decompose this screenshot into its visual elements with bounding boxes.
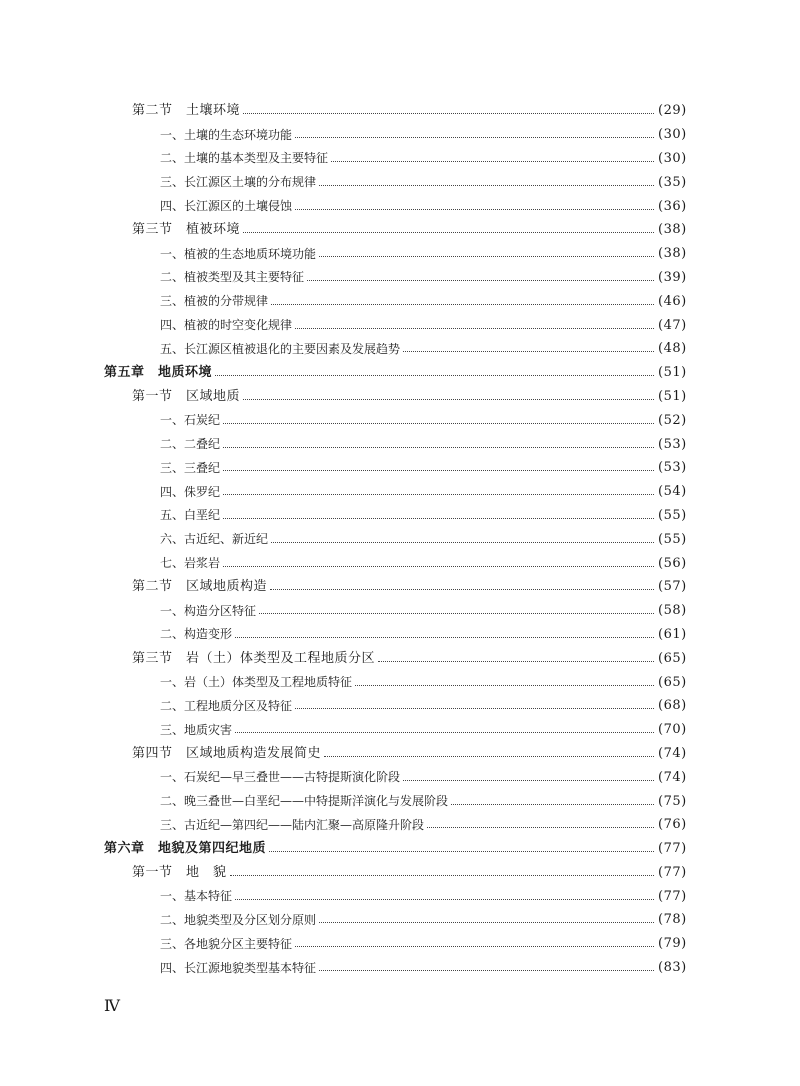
toc-entry-page-number: (48)	[658, 341, 687, 357]
dot-leader	[295, 208, 654, 210]
dot-leader	[451, 803, 654, 805]
toc-entry-page-number: (38)	[658, 246, 687, 262]
dot-leader	[319, 969, 654, 971]
toc-entry-sub[interactable]	[0, 313, 800, 337]
dot-leader	[295, 707, 654, 709]
toc-entry-sub[interactable]	[0, 670, 800, 694]
dot-leader	[295, 327, 654, 329]
dot-leader	[324, 755, 654, 757]
dot-leader	[223, 565, 654, 567]
toc-entry-title: 三、长江源区土壤的分布规律	[160, 175, 317, 190]
toc-entry-title: 第二节 区域地质构造	[132, 579, 268, 595]
toc-entry-page-number: (77)	[658, 888, 687, 904]
toc-entry-page-number: (77)	[658, 864, 687, 880]
toc-entry-page-number: (51)	[658, 365, 687, 381]
toc-entry-title: 三、植被的分带规律	[160, 294, 269, 309]
toc-entry-page-number: (74)	[658, 745, 687, 761]
toc-entry-title: 第三节 岩（土）体类型及工程地质分区	[132, 650, 376, 666]
toc-entry-sub[interactable]	[0, 599, 800, 623]
toc-entry-title: 二、晚三叠世—白垩纪——中特提斯洋演化与发展阶段	[160, 794, 449, 808]
toc-entry-title: 一、基本特征	[160, 889, 233, 904]
toc-entry-sub[interactable]	[0, 266, 800, 290]
toc-entry-title: 五、白垩纪	[160, 508, 221, 523]
toc-entry-page-number: (54)	[658, 484, 687, 500]
toc-entry-title: 三、三叠纪	[160, 460, 221, 475]
toc-entry-page-number: (56)	[658, 555, 687, 571]
toc-entry-chapter[interactable]	[0, 361, 800, 385]
toc-entry-sub[interactable]	[0, 932, 800, 956]
toc-entry-chapter[interactable]	[0, 837, 800, 861]
toc-entry-page-number: (46)	[658, 293, 687, 309]
dot-leader	[355, 684, 654, 686]
dot-leader	[259, 612, 654, 614]
toc-entry-sub[interactable]	[0, 504, 800, 528]
dot-leader	[271, 541, 654, 543]
toc-entry-section[interactable]	[0, 742, 800, 766]
toc-entry-title: 二、二叠纪	[160, 437, 221, 452]
dot-leader	[271, 303, 654, 305]
toc-entry-sub[interactable]	[0, 123, 800, 147]
toc-entry-page-number: (30)	[658, 127, 687, 143]
toc-entry-page-number: (39)	[658, 269, 687, 285]
table-of-contents	[0, 99, 800, 979]
dot-leader	[243, 398, 654, 400]
toc-entry-page-number: (75)	[658, 793, 687, 809]
toc-entry-title: 一、石炭纪—早三叠世——古特提斯演化阶段	[160, 770, 401, 785]
toc-entry-page-number: (55)	[658, 531, 687, 547]
dot-leader	[215, 374, 654, 376]
toc-entry-page-number: (36)	[658, 198, 687, 214]
toc-entry-sub[interactable]	[0, 765, 800, 789]
toc-entry-title: 第三节 植被环境	[132, 222, 241, 238]
toc-entry-sub[interactable]	[0, 789, 800, 813]
dot-leader	[235, 731, 654, 733]
dot-leader	[319, 255, 654, 257]
toc-entry-page-number: (47)	[658, 317, 687, 333]
dot-leader	[235, 898, 654, 900]
toc-entry-title: 二、植被类型及其主要特征	[160, 270, 305, 285]
toc-entry-page-number: (58)	[658, 603, 687, 619]
toc-entry-title: 五、长江源区植被退化的主要因素及发展趋势	[160, 341, 401, 356]
toc-entry-page-number: (29)	[658, 103, 687, 119]
toc-entry-sub[interactable]	[0, 242, 800, 266]
toc-entry-sub[interactable]	[0, 694, 800, 718]
toc-entry-page-number: (65)	[658, 674, 687, 690]
dot-leader	[403, 350, 654, 352]
dot-leader	[270, 588, 654, 590]
toc-entry-page-number: (83)	[658, 960, 687, 976]
toc-entry-sub[interactable]	[0, 551, 800, 575]
dot-leader	[307, 279, 654, 281]
toc-entry-page-number: (74)	[658, 769, 687, 785]
toc-entry-section[interactable]	[0, 385, 800, 409]
toc-entry-section[interactable]	[0, 218, 800, 242]
toc-entry-page-number: (55)	[658, 507, 687, 523]
dot-leader	[295, 136, 654, 138]
toc-entry-title: 四、植被的时空变化规律	[160, 318, 293, 333]
toc-entry-sub[interactable]	[0, 408, 800, 432]
toc-entry-title: 四、长江源区的土壤侵蚀	[160, 199, 293, 214]
toc-entry-sub[interactable]	[0, 908, 800, 932]
toc-entry-sub[interactable]	[0, 623, 800, 647]
dot-leader	[319, 921, 654, 923]
toc-entry-page-number: (79)	[658, 936, 687, 952]
dot-leader	[269, 850, 654, 852]
toc-entry-title: 二、地貌类型及分区划分原则	[160, 912, 317, 927]
toc-entry-title: 第一节 区域地质	[132, 388, 241, 404]
toc-entry-sub[interactable]	[0, 884, 800, 908]
toc-entry-sub[interactable]	[0, 289, 800, 313]
toc-entry-page-number: (38)	[658, 222, 687, 238]
toc-entry-title: 三、地质灾害	[160, 722, 233, 737]
toc-entry-page-number: (76)	[658, 817, 687, 833]
toc-entry-page-number: (35)	[658, 174, 687, 190]
toc-entry-title: 一、土壤的生态环境功能	[160, 127, 293, 142]
toc-entry-sub[interactable]	[0, 956, 800, 980]
toc-entry-page-number: (77)	[658, 841, 687, 857]
toc-entry-title: 三、古近纪—第四纪——陆内汇聚—高原隆升阶段	[160, 817, 425, 832]
toc-entry-title: 四、侏罗纪	[160, 484, 221, 499]
toc-entry-page-number: (68)	[658, 698, 687, 714]
dot-leader	[331, 160, 654, 162]
toc-entry-title: 一、岩（土）体类型及工程地质特征	[160, 675, 353, 690]
toc-entry-sub[interactable]	[0, 456, 800, 480]
dot-leader	[235, 636, 654, 638]
toc-entry-sub[interactable]	[0, 170, 800, 194]
toc-entry-title: 六、古近纪、新近纪	[160, 532, 269, 547]
dot-leader	[319, 184, 654, 186]
dot-leader	[223, 469, 654, 471]
toc-entry-sub[interactable]	[0, 527, 800, 551]
toc-entry-section[interactable]	[0, 99, 800, 123]
toc-entry-title: 第六章 地貌及第四纪地质	[104, 841, 267, 857]
toc-entry-title: 一、植被的生态地质环境功能	[160, 246, 317, 261]
toc-entry-section[interactable]	[0, 861, 800, 885]
toc-entry-title: 二、构造变形	[160, 627, 233, 642]
dot-leader	[223, 517, 654, 519]
toc-entry-sub[interactable]	[0, 718, 800, 742]
toc-entry-page-number: (30)	[658, 150, 687, 166]
toc-entry-section[interactable]	[0, 575, 800, 599]
toc-entry-title: 一、构造分区特征	[160, 603, 257, 618]
toc-entry-title: 二、土壤的基本类型及主要特征	[160, 151, 329, 166]
toc-entry-page-number: (61)	[658, 626, 687, 642]
toc-entry-title: 第四节 区域地质构造发展简史	[132, 745, 322, 761]
toc-entry-page-number: (53)	[658, 460, 687, 476]
dot-leader	[403, 779, 654, 781]
toc-entry-title: 三、各地貌分区主要特征	[160, 936, 293, 951]
toc-entry-page-number: (70)	[658, 722, 687, 738]
toc-entry-sub[interactable]	[0, 432, 800, 456]
dot-leader	[223, 493, 654, 495]
toc-entry-sub[interactable]	[0, 147, 800, 171]
toc-entry-page-number: (78)	[658, 912, 687, 928]
toc-entry-sub[interactable]	[0, 194, 800, 218]
dot-leader	[243, 112, 654, 114]
dot-leader	[295, 945, 654, 947]
toc-entry-title: 第二节 土壤环境	[132, 103, 241, 119]
toc-entry-page-number: (51)	[658, 388, 687, 404]
page-folio: Ⅳ	[104, 996, 120, 1015]
toc-entry-title: 七、岩浆岩	[160, 556, 221, 571]
toc-entry-page-number: (52)	[658, 412, 687, 428]
toc-entry-sub[interactable]	[0, 813, 800, 837]
dot-leader	[378, 660, 654, 662]
toc-entry-title: 第一节 地 貌	[132, 864, 227, 880]
toc-entry-section[interactable]	[0, 646, 800, 670]
toc-entry-page-number: (57)	[658, 579, 687, 595]
dot-leader	[223, 422, 654, 424]
toc-entry-title: 二、工程地质分区及特征	[160, 698, 293, 713]
toc-entry-title: 一、石炭纪	[160, 413, 221, 428]
dot-leader	[223, 446, 654, 448]
toc-entry-page-number: (53)	[658, 436, 687, 452]
dot-leader	[243, 231, 654, 233]
toc-entry-sub[interactable]	[0, 480, 800, 504]
toc-entry-title: 第五章 地质环境	[104, 365, 213, 381]
toc-entry-sub[interactable]	[0, 337, 800, 361]
dot-leader	[427, 826, 654, 828]
toc-entry-title: 四、长江源地貌类型基本特征	[160, 960, 317, 975]
dot-leader	[230, 874, 654, 876]
toc-entry-page-number: (65)	[658, 650, 687, 666]
